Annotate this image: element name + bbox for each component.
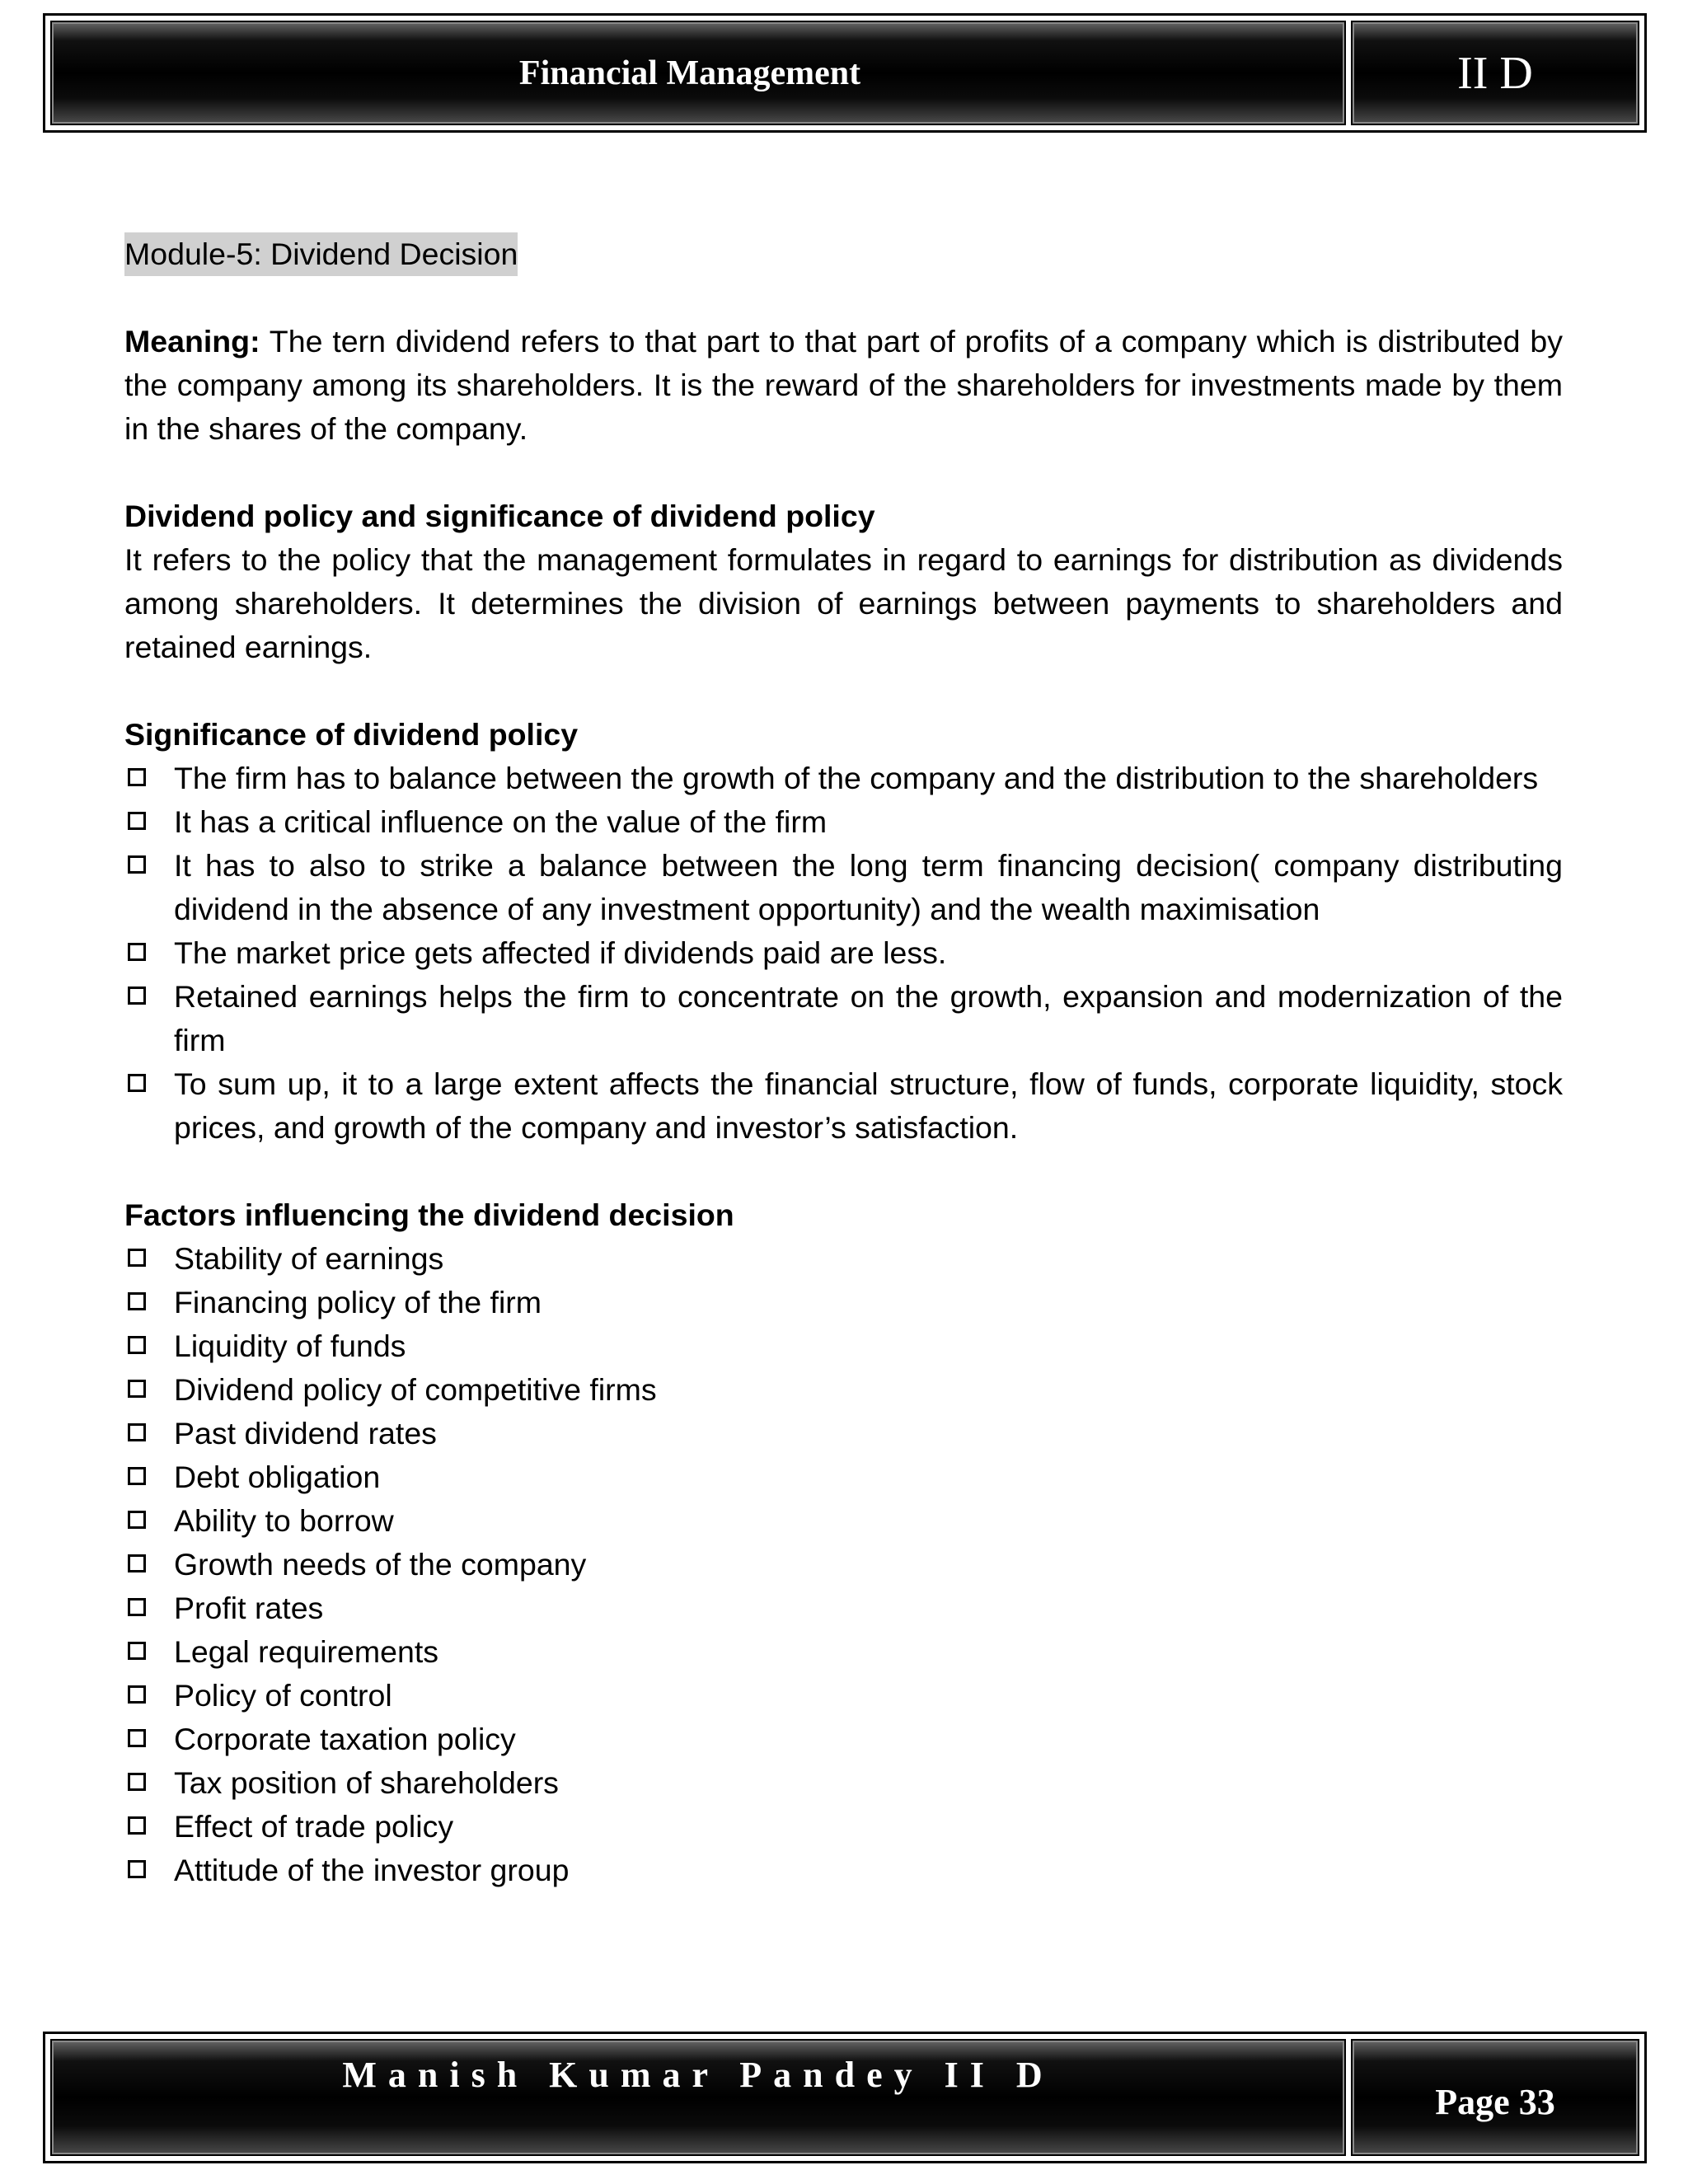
list-item: Legal requirements: [124, 1630, 1563, 1674]
meaning-paragraph: [124, 320, 1563, 451]
checkbox-icon: [128, 1685, 146, 1704]
checkbox-icon: [128, 1074, 146, 1092]
factors-list: [124, 1237, 1563, 1892]
checkbox-icon: [128, 1729, 146, 1747]
checkbox-icon: [128, 855, 146, 874]
list-item: Tax position of shareholders: [124, 1761, 1563, 1805]
checkbox-icon: [128, 1292, 146, 1310]
list-item: Stability of earnings: [124, 1237, 1563, 1281]
policy-heading: Dividend policy and significance of dividend policy: [124, 499, 875, 533]
checkbox-icon: [128, 1773, 146, 1791]
checkbox-icon: [128, 1511, 146, 1529]
page-number: Page 33: [1351, 2039, 1639, 2156]
list-item: Liquidity of funds: [124, 1324, 1563, 1368]
list-item: Attitude of the investor group: [124, 1849, 1563, 1892]
list-item: To sum up, it to a large extent affects the financial structure, flow of funds, corporate liquidity, stock prices, and growth of the company and investor’s satisfaction.: [124, 1062, 1563, 1150]
list-item: Financing policy of the firm: [124, 1281, 1563, 1324]
list-item: Retained earnings helps the firm to concentrate on the growth, expansion and modernization of the firm: [124, 975, 1563, 1062]
list-item: Effect of trade policy: [124, 1805, 1563, 1849]
module-title: Module-5: Dividend Decision: [124, 232, 518, 276]
checkbox-icon: [128, 768, 146, 786]
checkbox-icon: [128, 1423, 146, 1441]
policy-paragraph: It refers to the policy that the management formulates in regard to earnings for distribution as dividends among shareholders. It determines the division of earnings between payments to shareholders and retained earnings.: [124, 542, 1563, 664]
checkbox-icon: [128, 1554, 146, 1572]
factors-heading: Factors influencing the dividend decision: [124, 1197, 734, 1232]
checkbox-icon: [128, 812, 146, 830]
checkbox-icon: [128, 943, 146, 961]
list-item: Past dividend rates: [124, 1412, 1563, 1455]
meaning-label: Meaning:: [124, 324, 260, 359]
checkbox-icon: [128, 987, 146, 1005]
list-item: Ability to borrow: [124, 1499, 1563, 1543]
page-header: [43, 13, 1647, 133]
list-item: Corporate taxation policy: [124, 1718, 1563, 1761]
list-item: Profit rates: [124, 1586, 1563, 1630]
checkbox-icon: [128, 1816, 146, 1835]
checkbox-icon: [128, 1598, 146, 1616]
list-item: Debt obligation: [124, 1455, 1563, 1499]
list-item: The firm has to balance between the growth of the company and the distribution to the shareholders: [124, 757, 1563, 800]
page-content: [124, 232, 1563, 1892]
list-item: Growth needs of the company: [124, 1543, 1563, 1586]
list-item: The market price gets affected if dividends paid are less.: [124, 931, 1563, 975]
significance-heading: Significance of dividend policy: [124, 717, 579, 752]
checkbox-icon: [128, 1249, 146, 1267]
meaning-text: The tern dividend refers to that part to that part of profits of a company which is distributed by the company among its shareholders. It is the reward of the shareholders for investments made by them in the shares of the company.: [124, 324, 1563, 446]
checkbox-icon: [128, 1642, 146, 1660]
header-title: Financial Management: [50, 21, 1346, 125]
header-section: II D: [1351, 21, 1639, 125]
list-item: It has to also to strike a balance between the long term financing decision( company distributing dividend in the absence of any investment opportunity) and the wealth maximisation: [124, 844, 1563, 931]
list-item: Policy of control: [124, 1674, 1563, 1718]
list-item: It has a critical influence on the value of the firm: [124, 800, 1563, 844]
checkbox-icon: [128, 1380, 146, 1398]
checkbox-icon: [128, 1467, 146, 1485]
page-footer: [43, 2032, 1647, 2163]
footer-author: Manish Kumar Pandey II D: [50, 2039, 1346, 2156]
list-item: Dividend policy of competitive firms: [124, 1368, 1563, 1412]
checkbox-icon: [128, 1336, 146, 1354]
significance-list: [124, 757, 1563, 1150]
checkbox-icon: [128, 1860, 146, 1878]
